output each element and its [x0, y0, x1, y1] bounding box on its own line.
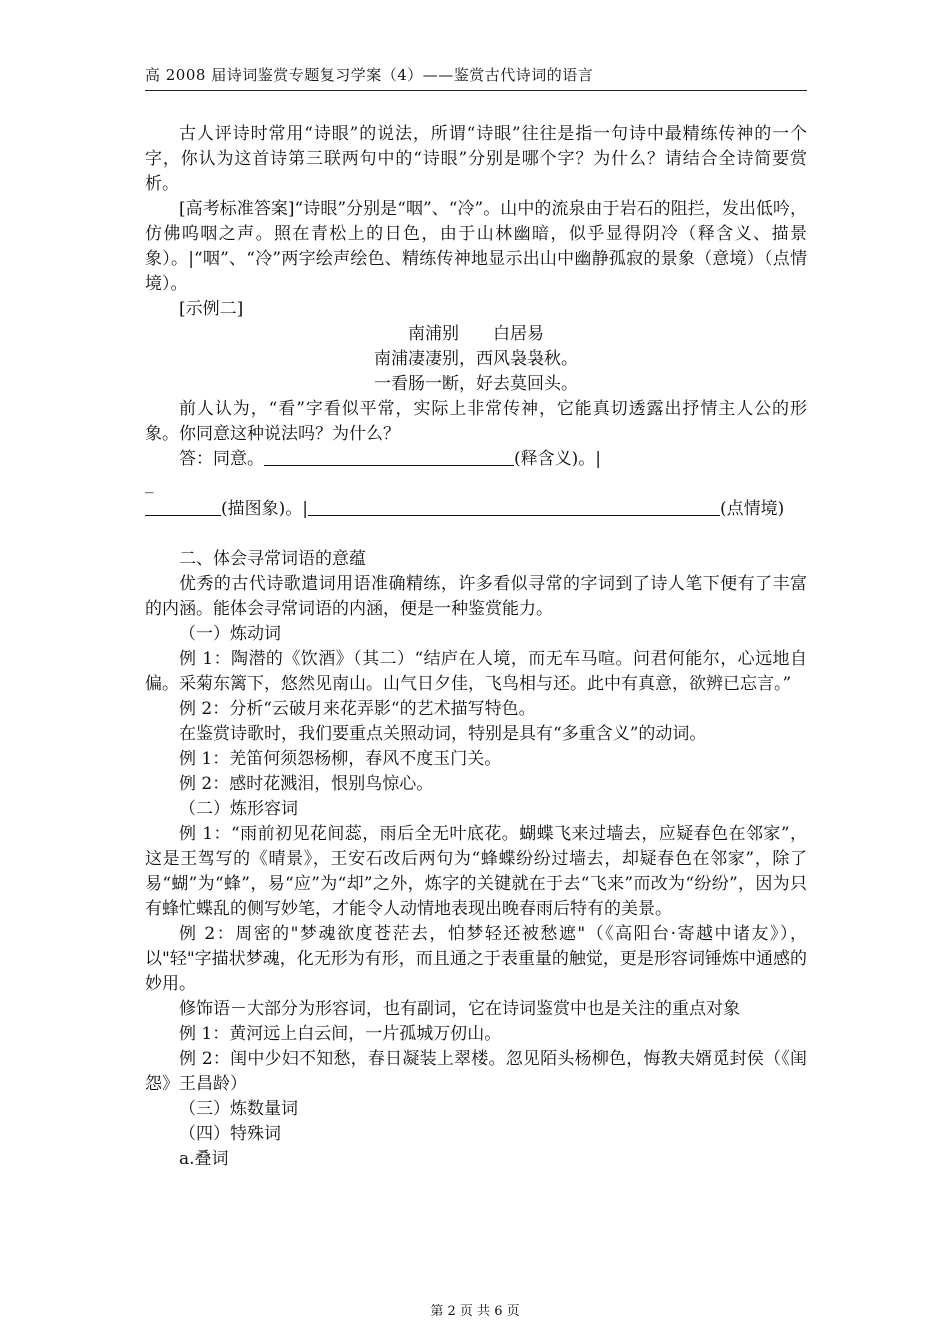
answer-blank-3[interactable] — [308, 497, 720, 516]
section-2-intro: 优秀的古代诗歌遣词用语准确精练，许多看似寻常的字词到了诗人笔下便有了丰富的内涵。能体会寻常词语的内涵，便是一种鉴赏能力。 — [145, 574, 807, 619]
poem-title: 南浦别 白居易 — [408, 324, 544, 344]
modifier-example-2: 例 2：闺中少妇不知愁，春日凝装上翠楼。忽见陌头杨柳色，悔教夫婿觅封侯（《闺怨》王昌龄） — [145, 1049, 807, 1094]
answer-dash: _ — [145, 474, 154, 494]
answer-line-2 — [145, 497, 807, 522]
adjective-example-2: 例 2：周密的"梦魂欲度苍茫去，怕梦轻还被愁遮"（《高阳台·寄越中诸友》），以"轻"字描状梦魂，化无形为有形，而且通之于表重量的触觉，更是形容词锤炼中通感的妙用。 — [145, 924, 807, 994]
subsection-reduplication: a.叠词 — [179, 1149, 229, 1169]
subsection-adjectives: （二）炼形容词 — [179, 799, 298, 819]
answer-blank-1[interactable] — [264, 447, 514, 466]
verb-example-1: 例 1：陶潜的《饮酒》（其二）“结庐在人境，而无车马喧。问君何能尔，心远地自偏。采菊东篱下，悠然见南山。山气日夕佳，飞鸟相与还。此中有真意，欲辨已忘言。” — [145, 649, 807, 694]
adjective-example-1: 例 1：“雨前初见花间蕊，雨后全无叶底花。蝴蝶飞来过墙去，应疑春色在邻家”，这是王驾写的《晴景》，王安石改后两句为“蜂蝶纷纷过墙去，却疑春色在邻家”，除了易“蝴”为“蜂”，易“应”为“却”之外，炼字的关键就在于去“飞来”而改为“纷纷”，因为只有蜂忙蝶乱的侧写妙笔，才能令人动情地表现出晚春雨后特有的美景。 — [145, 824, 807, 919]
answer-blank-2[interactable] — [145, 497, 221, 516]
page-header: 高 2008 届诗词鉴赏专题复习学案（4）——鉴赏古代诗词的语言 — [145, 66, 594, 84]
poem-line-2: 一看肠一断，好去莫回头。 — [374, 374, 578, 394]
example-two-label: [示例二] — [179, 299, 244, 319]
answer-label-3: (点情境) — [720, 499, 785, 519]
verb-example-4: 例 2：感时花溅泪，恨别鸟惊心。 — [179, 774, 434, 794]
subsection-special-words: （四）特殊词 — [179, 1124, 281, 1144]
section-2-title: 二、体会寻常词语的意蕴 — [179, 549, 366, 569]
poem-line-1: 南浦凄凄别，西风袅袅秋。 — [374, 349, 578, 369]
question-paragraph-2: 前人认为，“看”字看似平常，实际上非常传神，它能真切透露出抒情主人公的形象。你同意这种说法吗？为什么？ — [145, 399, 807, 444]
verb-example-2: 例 2：分析“云破月来花弄影“的艺术描写特色。 — [179, 699, 536, 719]
question-paragraph: 古人评诗时常用“诗眼”的说法，所谓“诗眼”往往是指一句诗中最精练传神的一个字，你认为这首诗第三联两句中的“诗眼”分别是哪个字？为什么？请结合全诗简要赏析。 — [145, 124, 807, 194]
verb-note: 在鉴赏诗歌时，我们要重点关照动词，特别是具有“多重含义”的动词。 — [179, 724, 707, 744]
modifier-note: 修饰语－大部分为形容词，也有副词，它在诗词鉴赏中也是关注的重点对象 — [179, 999, 740, 1019]
answer-label-1: (释含义)。| — [514, 449, 601, 469]
subsection-numerals: （三）炼数量词 — [179, 1099, 298, 1119]
answer-label-2: (描图象)。| — [221, 499, 308, 519]
standard-answer-paragraph: [高考标准答案]“诗眼”分别是“咽”、“冷”。山中的流泉由于岩石的阻拦，发出低吟，仿佛呜咽之声。照在青松上的日色，由于山林幽暗，似乎显得阴冷（释含义、描景象）。|“咽”、“冷”两字绘声绘色、精练传神地显示出山中幽静孤寂的景象（意境）（点情境）。 — [145, 199, 807, 294]
answer-line-1 — [145, 447, 807, 472]
answer-prefix: 答：同意。 — [179, 449, 264, 469]
verb-example-3: 例 1：羌笛何须怨杨柳，春风不度玉门关。 — [179, 749, 502, 769]
modifier-example-1: 例 1：黄河远上白云间，一片孤城万仞山。 — [179, 1024, 502, 1044]
page-footer: 第 2 页 共 6 页 — [430, 1304, 520, 1319]
spacer — [145, 522, 807, 547]
subsection-verbs: （一）炼动词 — [179, 624, 281, 644]
header-divider — [145, 90, 807, 91]
document-body — [145, 122, 807, 1172]
